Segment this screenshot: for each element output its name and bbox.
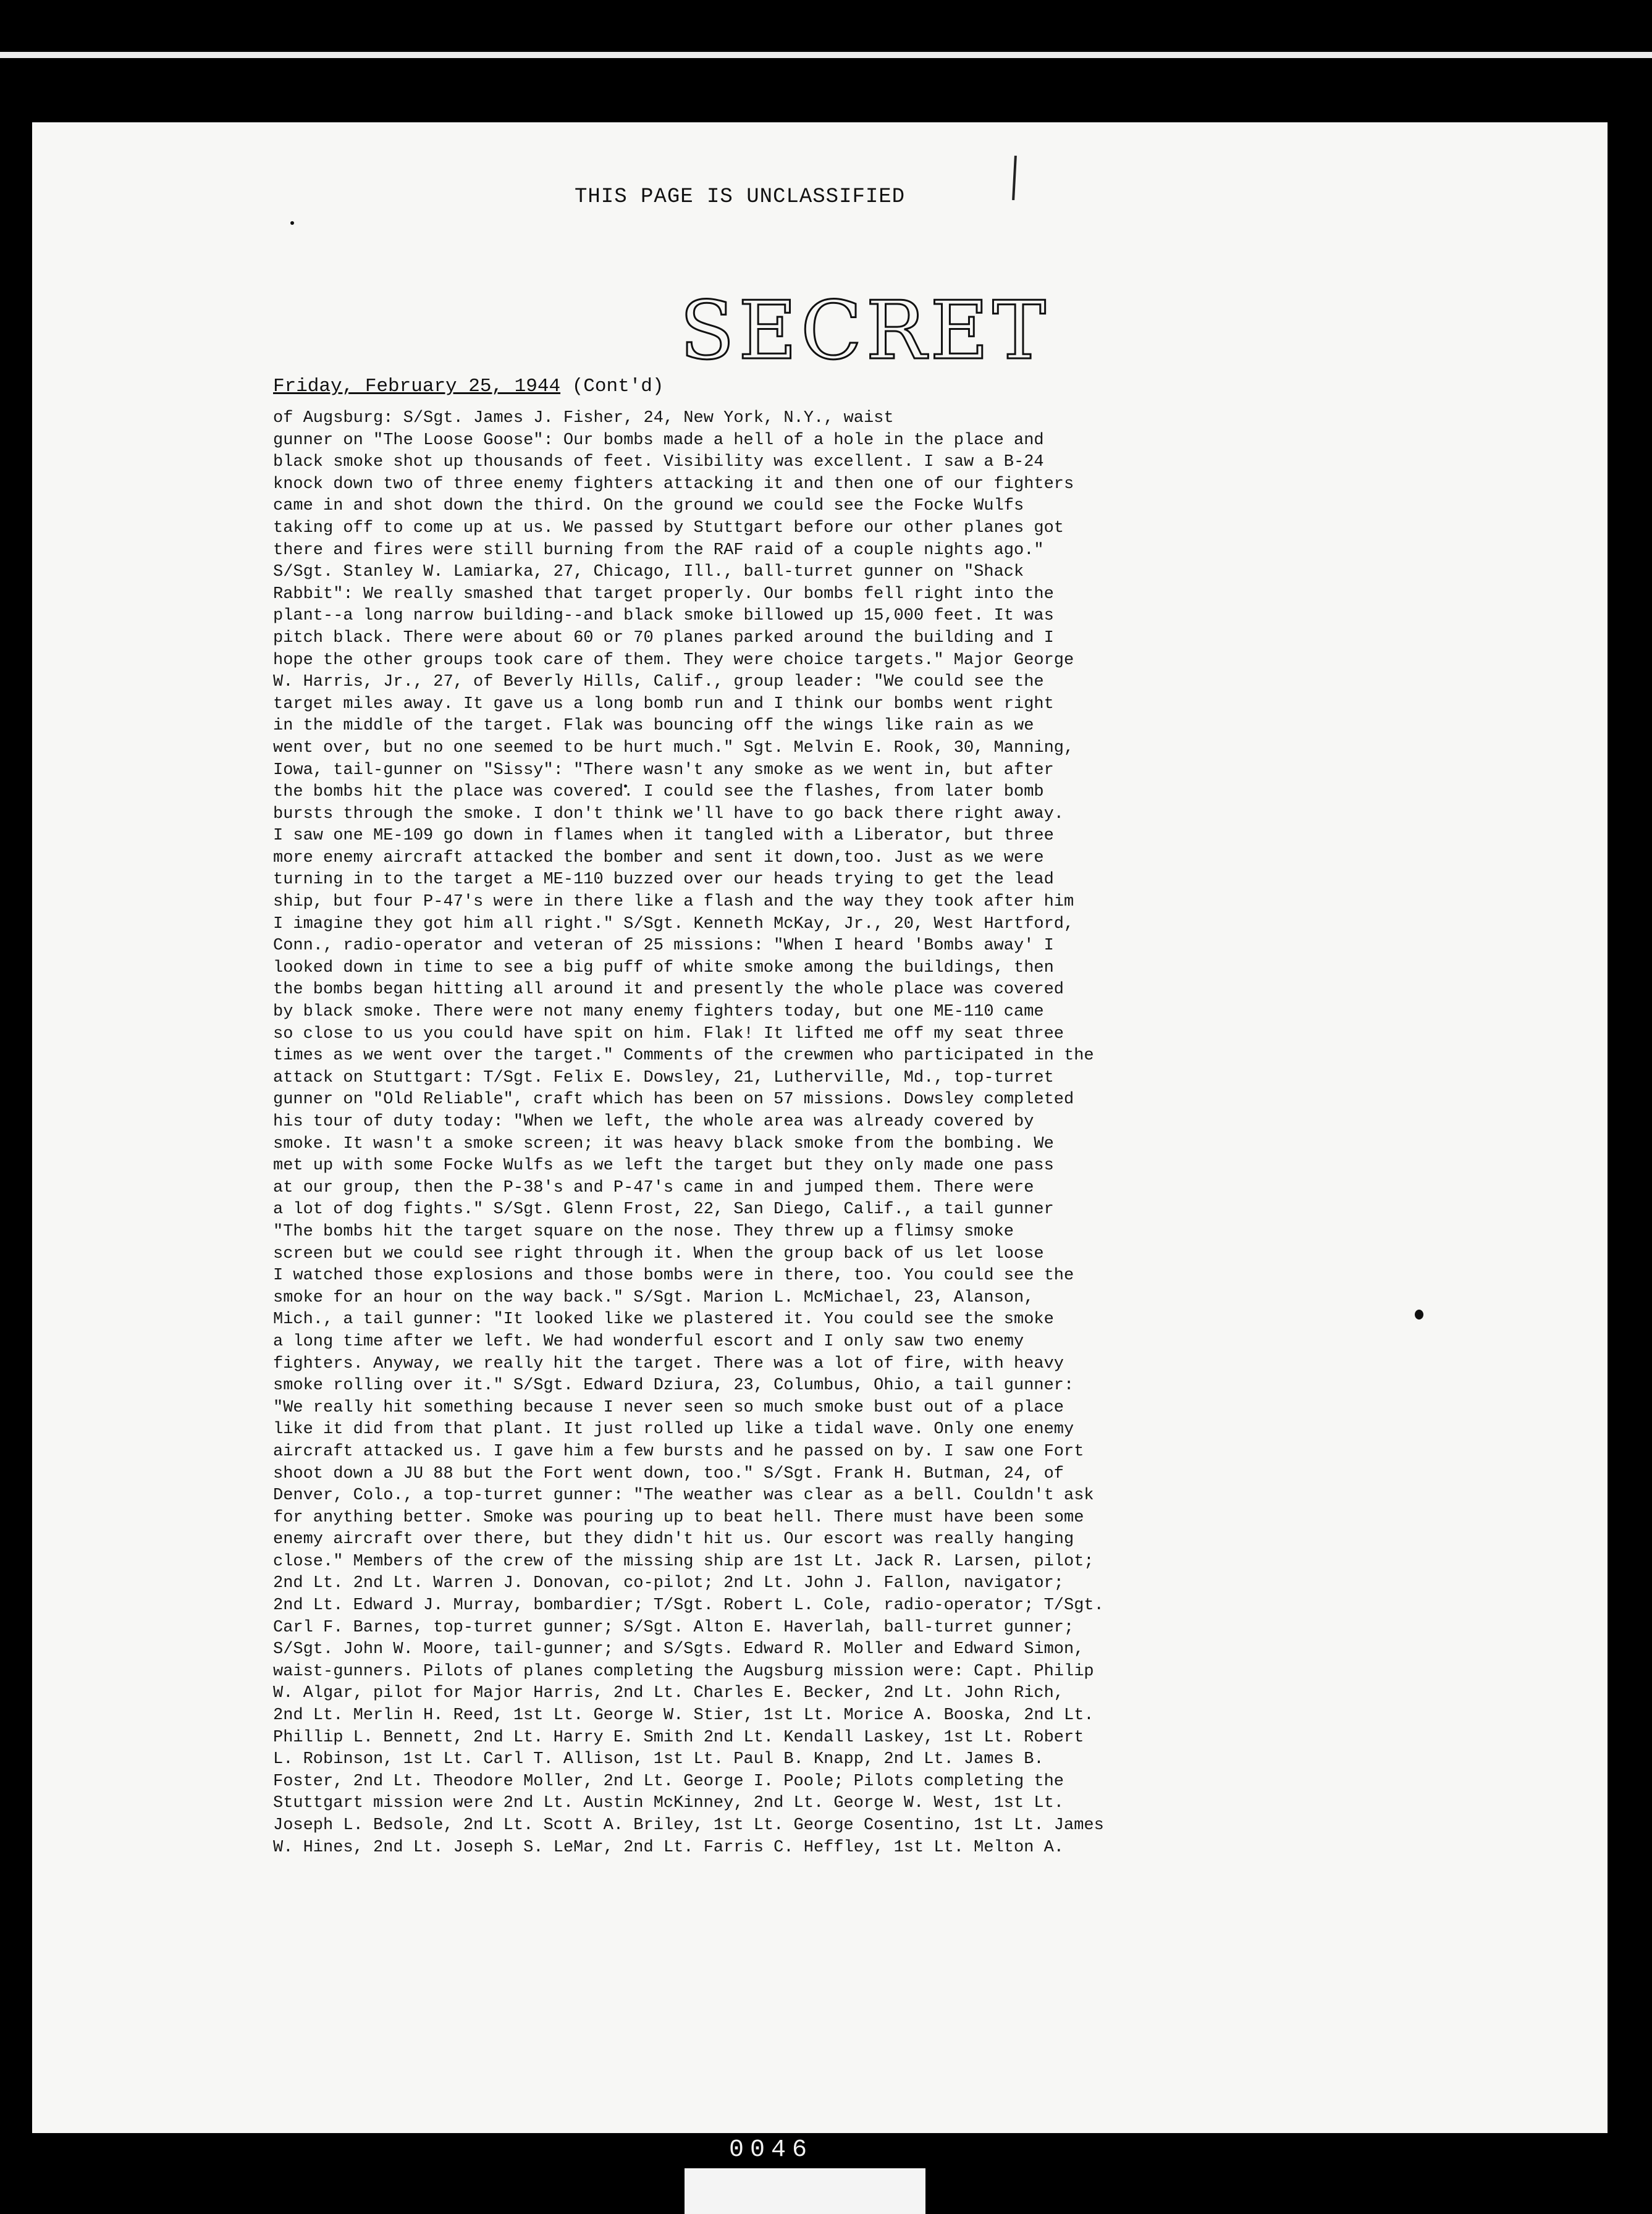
body-line: a lot of dog fights." S/Sgt. Glenn Frost, 22, San Diego, Calif., a tail gunner [273, 1200, 1054, 1219]
body-line: of Augsburg: S/Sgt. James J. Fisher, 24, New York, N.Y., waist [273, 409, 894, 427]
body-line: W. Hines, 2nd Lt. Joseph S. LeMar, 2nd Lt. Farris C. Heffley, 1st Lt. Melton A. [273, 1838, 1064, 1857]
body-line: attack on Stuttgart: T/Sgt. Felix E. Dowsley, 21, Lutherville, Md., top-turret [273, 1068, 1054, 1087]
body-line: more enemy aircraft attacked the bomber and sent it down,too. Just as we were [273, 848, 1044, 867]
body-line: a long time after we left. We had wonderful escort and I only saw two enemy [273, 1332, 1024, 1351]
body-line: Denver, Colo., a top-turret gunner: "The weather was clear as a bell. Couldn't ask [273, 1486, 1094, 1505]
body-line: close." Members of the crew of the missing ship are 1st Lt. Jack R. Larsen, pilot; [273, 1552, 1094, 1571]
body-line: times as we went over the target." Comments of the crewmen who participated in the [273, 1046, 1094, 1066]
body-line: Mich., a tail gunner: "It looked like we plastered it. You could see the smoke [273, 1310, 1054, 1329]
page-number: 0046 [729, 2136, 814, 2164]
body-line: "We really hit something because I never seen so much smoke bust out of a place [273, 1398, 1064, 1417]
body-line: black smoke shot up thousands of feet. Visibility was excellent. I saw a B-24 [273, 453, 1044, 472]
body-line: gunner on "The Loose Goose": Our bombs made a hell of a hole in the place and [273, 431, 1044, 450]
body-line: the bombs hit the place was covered. I could see the flashes, from later bomb [273, 783, 1044, 802]
body-line: fighters. Anyway, we really hit the target. There was a lot of fire, with heavy [273, 1354, 1064, 1373]
body-line: Joseph L. Bedsole, 2nd Lt. Scott A. Briley, 1st Lt. George Cosentino, 1st Lt. James [273, 1816, 1104, 1835]
body-line: there and fires were still burning from the RAF raid of a couple nights ago." [273, 541, 1044, 560]
body-line: S/Sgt. Stanley W. Lamiarka, 27, Chicago, Ill., ball-turret gunner on "Shack [273, 563, 1024, 582]
body-line: plant--a long narrow building--and black smoke billowed up 15,000 feet. It was [273, 607, 1054, 626]
body-line: came in and shot down the third. On the ground we could see the Focke Wulfs [273, 497, 1024, 516]
page-number-tab [685, 2168, 925, 2214]
body-line: gunner on "Old Reliable", craft which has been on 57 missions. Dowsley completed [273, 1090, 1074, 1109]
body-line: enemy aircraft over there, but they didn't hit us. Our escort was really hanging [273, 1530, 1074, 1549]
body-line: so close to us you could have spit on him. Flak! It lifted me off my seat three [273, 1024, 1064, 1043]
ink-speck [290, 221, 294, 225]
body-line: 2nd Lt. Merlin H. Reed, 1st Lt. George W. Stier, 1st Lt. Morice A. Booska, 2nd Lt. [273, 1706, 1094, 1725]
body-line: shoot down a JU 88 but the Fort went down, too." S/Sgt. Frank H. Butman, 24, of [273, 1464, 1064, 1483]
continued-note: (Cont'd) [571, 376, 664, 397]
body-line: ship, but four P-47's were in there like a flash and the way they took after him [273, 893, 1074, 912]
body-line: at our group, then the P-38's and P-47's came in and jumped them. There were [273, 1178, 1034, 1197]
body-line: for anything better. Smoke was pouring up to beat hell. There must have been some [273, 1508, 1084, 1527]
body-line: L. Robinson, 1st Lt. Carl T. Allison, 1st Lt. Paul B. Knapp, 2nd Lt. James B. [273, 1750, 1044, 1769]
body-line: I watched those explosions and those bombs were in there, too. You could see the [273, 1266, 1074, 1286]
body-line: Rabbit": We really smashed that target properly. Our bombs fell right into the [273, 584, 1054, 604]
body-line: waist-gunners. Pilots of planes completing the Augsburg mission were: Capt. Philip [273, 1662, 1094, 1681]
body-line: 2nd Lt. 2nd Lt. Warren J. Donovan, co-pilot; 2nd Lt. John J. Fallon, navigator; [273, 1574, 1064, 1593]
body-line: target miles away. It gave us a long bomb run and I think our bombs went right [273, 694, 1054, 713]
body-line: went over, but no one seemed to be hurt much." Sgt. Melvin E. Rook, 30, Manning, [273, 738, 1074, 757]
body-line: Iowa, tail-gunner on "Sissy": "There wasn't any smoke as we went in, but after [273, 760, 1054, 780]
body-line: the bombs began hitting all around it and presently the whole place was covered [273, 980, 1064, 1000]
body-line: W. Algar, pilot for Major Harris, 2nd Lt. Charles E. Becker, 2nd Lt. John Rich, [273, 1684, 1064, 1703]
body-line: Carl F. Barnes, top-turret gunner; S/Sgt. Alton E. Haverlah, ball-turret gunner; [273, 1618, 1074, 1637]
body-line: like it did from that plant. It just rolled up like a tidal wave. Only one enemy [273, 1420, 1074, 1439]
body-line: Phillip L. Bennett, 2nd Lt. Harry E. Smith 2nd Lt. Kendall Laskey, 1st Lt. Robert [273, 1728, 1084, 1747]
body-line: smoke rolling over it." S/Sgt. Edward Dziura, 23, Columbus, Ohio, a tail gunner: [273, 1376, 1074, 1395]
body-line: turning in to the target a ME-110 buzzed over our heads trying to get the lead [273, 870, 1054, 890]
secret-stamp: SECRET [680, 284, 1050, 377]
body-line: smoke for an hour on the way back." S/Sgt. Marion L. McMichael, 23, Alanson, [273, 1288, 1034, 1307]
body-line: taking off to come up at us. We passed by Stuttgart before our other planes got [273, 518, 1064, 537]
body-line: I imagine they got him all right." S/Sgt. Kenneth McKay, Jr., 20, West Hartford, [273, 914, 1074, 933]
body-line: hope the other groups took care of them. They were choice targets." Major George [273, 650, 1074, 670]
body-line: aircraft attacked us. I gave him a few bursts and he passed on by. I saw one Fort [273, 1442, 1084, 1461]
scan-border-line [0, 52, 1652, 58]
body-line: Stuttgart mission were 2nd Lt. Austin McKinney, 2nd Lt. George W. West, 1st Lt. [273, 1794, 1064, 1813]
body-line: by black smoke. There were not many enemy fighters today, but one ME-110 came [273, 1003, 1044, 1022]
classification-header: THIS PAGE IS UNCLASSIFIED [575, 185, 906, 209]
body-line: 2nd Lt. Edward J. Murray, bombardier; T/Sgt. Robert L. Cole, radio-operator; T/Sgt. [273, 1596, 1104, 1615]
date-text: Friday, February 25, 1944 [273, 376, 561, 397]
body-line: pitch black. There were about 60 or 70 planes parked around the building and I [273, 628, 1054, 647]
body-line: met up with some Focke Wulfs as we left the target but they only made one pass [273, 1156, 1054, 1176]
body-line: Foster, 2nd Lt. Theodore Moller, 2nd Lt. George I. Poole; Pilots completing the [273, 1772, 1064, 1791]
body-line: his tour of duty today: "When we left, the whole area was already covered by [273, 1113, 1034, 1131]
body-line: bursts through the smoke. I don't think we'll have to go back there right away. [273, 804, 1064, 823]
body-line: I saw one ME-109 go down in flames when it tangled with a Liberator, but three [273, 827, 1054, 846]
body-line: smoke. It wasn't a smoke screen; it was heavy black smoke from the bombing. We [273, 1134, 1054, 1153]
ink-speck [1415, 1310, 1423, 1320]
body-line: S/Sgt. John W. Moore, tail-gunner; and S/Sgts. Edward R. Moller and Edward Simon, [273, 1640, 1084, 1659]
body-text [273, 408, 1336, 1859]
body-line: W. Harris, Jr., 27, of Beverly Hills, Calif., group leader: "We could see the [273, 673, 1044, 692]
body-line: screen but we could see right through it. When the group back of us let loose [273, 1244, 1044, 1263]
body-line: knock down two of three enemy fighters attacking it and then one of our fighters [273, 474, 1074, 494]
body-line: in the middle of the target. Flak was bouncing off the wings like rain as we [273, 717, 1034, 736]
body-line: "The bombs hit the target square on the nose. They threw up a flimsy smoke [273, 1222, 1014, 1241]
body-line: looked down in time to see a big puff of white smoke among the buildings, then [273, 958, 1054, 977]
body-line: Conn., radio-operator and veteran of 25 missions: "When I heard 'Bombs away' I [273, 937, 1054, 956]
date-line [273, 376, 664, 397]
